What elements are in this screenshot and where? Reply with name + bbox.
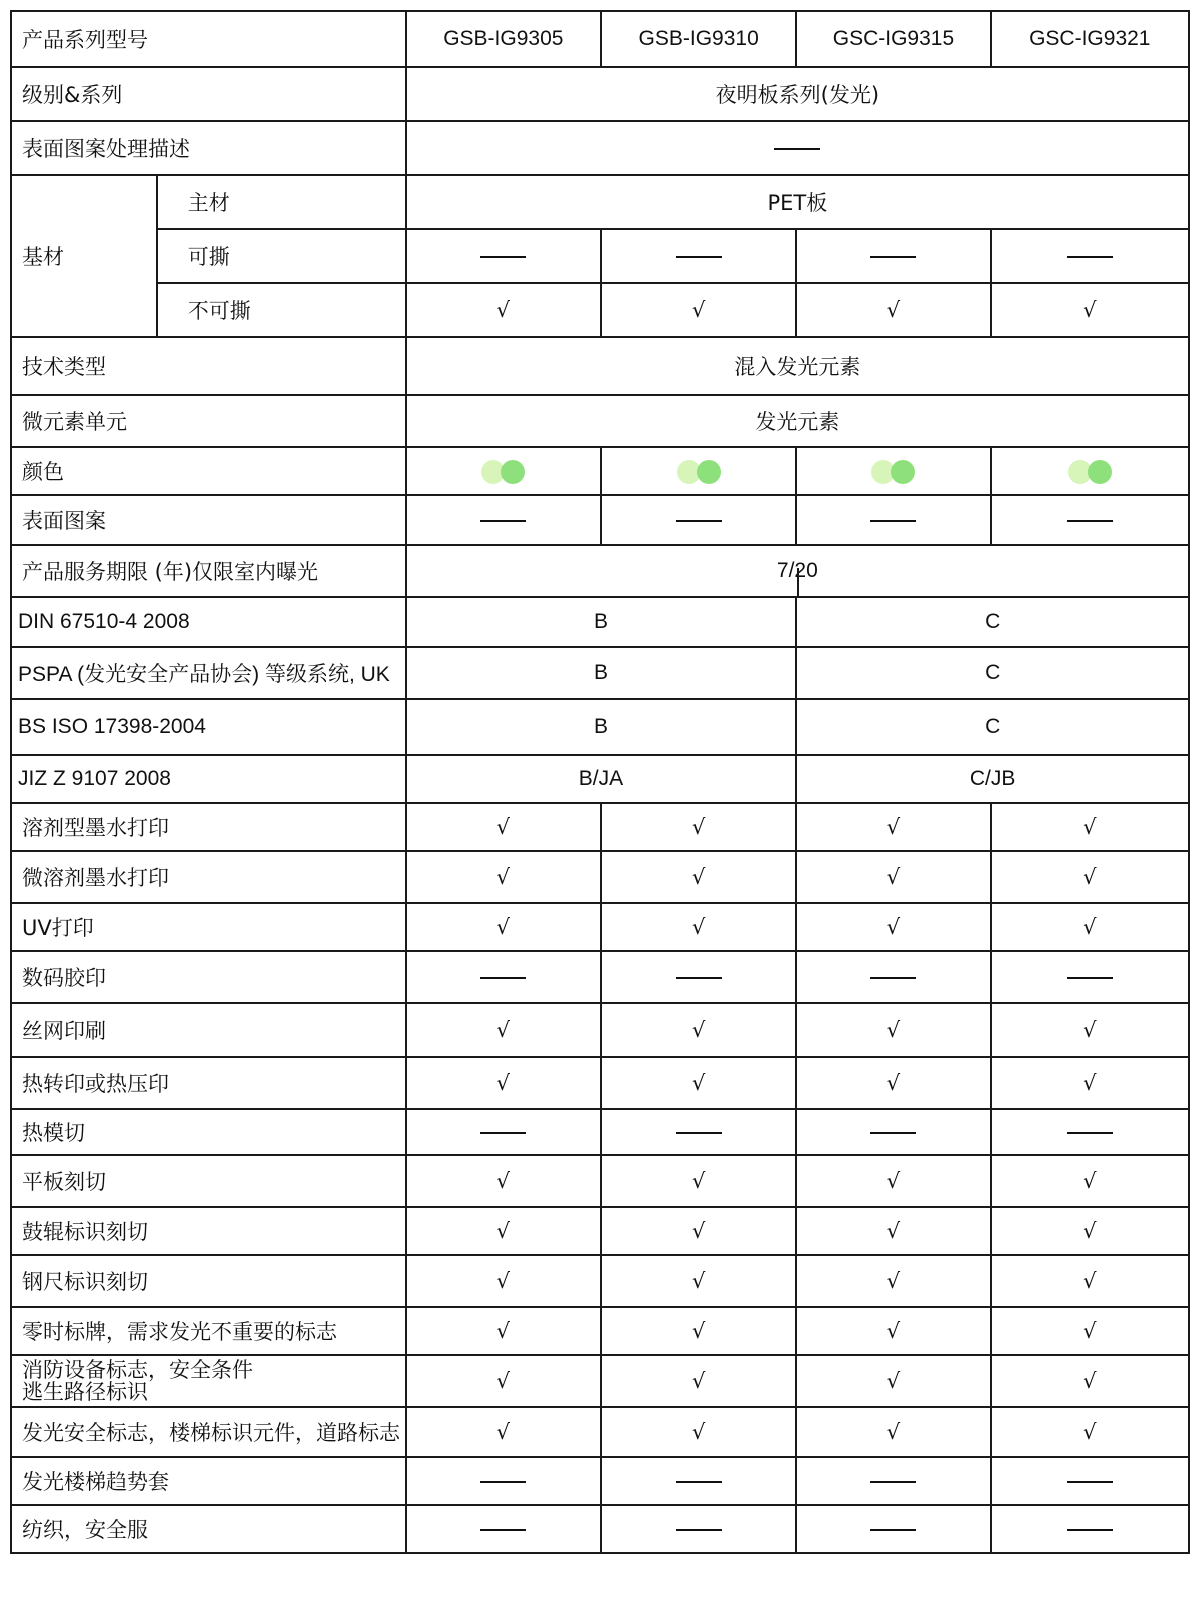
standard-label: PSPA (发光安全产品协会) 等级系统, UK xyxy=(11,647,406,699)
application-label: 溶剂型墨水打印 xyxy=(11,803,406,851)
dash-cell xyxy=(796,1457,990,1505)
standard-grade-b: B/JA xyxy=(406,755,797,803)
dash-cell xyxy=(406,495,601,545)
application-label: UV打印 xyxy=(11,903,406,951)
check-mark: √ xyxy=(991,1355,1189,1407)
sub-row-label: 不可撕 xyxy=(157,283,406,337)
row-label: 表面图案处理描述 xyxy=(11,121,406,175)
dash-mark xyxy=(676,256,722,258)
application-row xyxy=(11,1003,1189,1057)
dash-cell xyxy=(796,229,990,283)
check-mark: √ xyxy=(601,1003,796,1057)
dash-cell xyxy=(601,1457,796,1505)
substrate-main-row xyxy=(11,175,1189,229)
dash-mark xyxy=(870,520,916,522)
check-mark: √ xyxy=(406,903,601,951)
check-mark: √ xyxy=(406,803,601,851)
check-mark: √ xyxy=(796,1307,990,1355)
application-row xyxy=(11,851,1189,903)
check-mark: √ xyxy=(796,1355,990,1407)
standard-grade-b: B xyxy=(406,597,797,647)
row-label: 产品系列型号 xyxy=(11,11,406,67)
dash-cell xyxy=(406,951,601,1003)
row-label: 级别&系列 xyxy=(11,67,406,121)
check-mark: √ xyxy=(601,1057,796,1109)
check-mark: √ xyxy=(406,1207,601,1255)
dash-cell xyxy=(601,1505,796,1553)
check-mark: √ xyxy=(796,1407,990,1457)
check-mark: √ xyxy=(991,1255,1189,1307)
check-mark: √ xyxy=(406,1407,601,1457)
row-label: 技术类型 xyxy=(11,337,406,395)
sub-row-label: 主材 xyxy=(157,175,406,229)
check-mark: √ xyxy=(991,1307,1189,1355)
micro-unit-value: 发光元素 xyxy=(406,395,1189,447)
application-label: 数码胶印 xyxy=(11,951,406,1003)
application-row xyxy=(11,1307,1189,1355)
color-cell xyxy=(406,447,601,495)
row-label: 表面图案 xyxy=(11,495,406,545)
standard-grade-c: C xyxy=(796,699,1189,755)
color-swatch-green xyxy=(1088,460,1112,484)
check-mark: √ xyxy=(601,1355,796,1407)
dash-cell xyxy=(991,1457,1189,1505)
grade-value: 夜明板系列(发光) xyxy=(406,67,1189,121)
row-label: 微元素单元 xyxy=(11,395,406,447)
dash-mark xyxy=(870,977,916,979)
application-row xyxy=(11,1057,1189,1109)
dash-mark xyxy=(676,1529,722,1531)
check-mark: √ xyxy=(796,1057,990,1109)
dash-cell xyxy=(601,229,796,283)
standard-label: JIZ Z 9107 2008 xyxy=(11,755,406,803)
model-header: GSC-IG9315 xyxy=(796,11,990,67)
dash-mark xyxy=(676,520,722,522)
substrate-tearable-row xyxy=(11,229,1189,283)
standard-grade-c: C/JB xyxy=(796,755,1189,803)
column-divider xyxy=(797,568,799,597)
check-mark: √ xyxy=(991,1003,1189,1057)
application-label: 丝网印刷 xyxy=(11,1003,406,1057)
dash-cell xyxy=(406,229,601,283)
row-label: 颜色 xyxy=(11,447,406,495)
dash-cell xyxy=(991,495,1189,545)
tech-type-value: 混入发光元素 xyxy=(406,337,1189,395)
standard-grade-c: C xyxy=(796,597,1189,647)
dash-cell xyxy=(796,495,990,545)
check-mark: √ xyxy=(796,1255,990,1307)
header-row xyxy=(11,11,1189,67)
dash-mark xyxy=(774,148,820,150)
dash-mark xyxy=(480,256,526,258)
check-mark: √ xyxy=(406,1355,601,1407)
application-label: 零时标牌，需求发光不重要的标志 xyxy=(11,1307,406,1355)
color-swatch-green xyxy=(891,460,915,484)
grade-row xyxy=(11,67,1189,121)
model-header: GSB-IG9310 xyxy=(601,11,796,67)
check-mark: √ xyxy=(601,1255,796,1307)
dash-mark xyxy=(480,520,526,522)
dash-mark xyxy=(870,1481,916,1483)
application-label: 热转印或热压印 xyxy=(11,1057,406,1109)
check-mark: √ xyxy=(796,803,990,851)
service-life-value xyxy=(406,545,1189,597)
application-row xyxy=(11,803,1189,851)
application-row xyxy=(11,903,1189,951)
standard-label: DIN 67510-4 2008 xyxy=(11,597,406,647)
dash-mark xyxy=(480,1529,526,1531)
dash-cell xyxy=(796,1109,990,1155)
dash-cell xyxy=(601,951,796,1003)
standard-grade-b: B xyxy=(406,699,797,755)
dash-mark xyxy=(676,977,722,979)
application-label: 发光安全标志，楼梯标识元件，道路标志 xyxy=(11,1407,406,1457)
check-mark: √ xyxy=(796,1207,990,1255)
check-mark: √ xyxy=(406,1255,601,1307)
dash-mark xyxy=(1067,1481,1113,1483)
standard-label: BS ISO 17398-2004 xyxy=(11,699,406,755)
application-row xyxy=(11,1207,1189,1255)
check-mark: √ xyxy=(796,903,990,951)
application-label-line: 消防设备标志，安全条件 xyxy=(22,1358,253,1382)
application-row xyxy=(11,1355,1189,1407)
standard-row xyxy=(11,597,1189,647)
check-mark: √ xyxy=(991,903,1189,951)
check-mark: √ xyxy=(406,1307,601,1355)
dash-mark xyxy=(870,1529,916,1531)
color-cell xyxy=(796,447,990,495)
dash-mark xyxy=(1067,256,1113,258)
dash-cell xyxy=(601,1109,796,1155)
application-row xyxy=(11,1109,1189,1155)
check-mark: √ xyxy=(796,1003,990,1057)
application-label-line: 逃生路径标识 xyxy=(22,1380,148,1404)
substrate-non-tearable-row xyxy=(11,283,1189,337)
check-mark: √ xyxy=(991,1057,1189,1109)
dash-mark xyxy=(480,1132,526,1134)
check-mark: √ xyxy=(601,803,796,851)
dash-mark xyxy=(1067,977,1113,979)
product-spec-table xyxy=(10,10,1190,1554)
color-cell xyxy=(991,447,1189,495)
application-row xyxy=(11,1505,1189,1553)
standard-row xyxy=(11,699,1189,755)
micro-unit-row xyxy=(11,395,1189,447)
check-mark: √ xyxy=(991,1155,1189,1207)
standard-row xyxy=(11,755,1189,803)
dash-cell xyxy=(406,121,1189,175)
check-mark: √ xyxy=(796,851,990,903)
check-mark: √ xyxy=(796,1155,990,1207)
dash-mark xyxy=(676,1132,722,1134)
check-mark: √ xyxy=(991,1207,1189,1255)
color-swatch-green xyxy=(501,460,525,484)
dash-mark xyxy=(480,977,526,979)
check-mark: √ xyxy=(991,803,1189,851)
color-row xyxy=(11,447,1189,495)
dash-cell xyxy=(796,951,990,1003)
application-row xyxy=(11,951,1189,1003)
application-row xyxy=(11,1155,1189,1207)
sub-row-label: 可撕 xyxy=(157,229,406,283)
check-mark: √ xyxy=(601,283,796,337)
check-mark: √ xyxy=(406,1003,601,1057)
check-mark: √ xyxy=(601,1155,796,1207)
check-mark: √ xyxy=(991,1407,1189,1457)
dash-cell xyxy=(601,495,796,545)
standard-row xyxy=(11,647,1189,699)
dash-mark xyxy=(870,256,916,258)
check-mark: √ xyxy=(601,903,796,951)
surface-pattern-row xyxy=(11,495,1189,545)
dash-cell xyxy=(406,1109,601,1155)
check-mark: √ xyxy=(406,283,601,337)
check-mark: √ xyxy=(991,851,1189,903)
tech-type-row xyxy=(11,337,1189,395)
dash-cell xyxy=(406,1505,601,1553)
dash-mark xyxy=(480,1481,526,1483)
application-label: 纺织，安全服 xyxy=(11,1505,406,1553)
dash-mark xyxy=(1067,1529,1113,1531)
application-label: 鼓辊标识刻切 xyxy=(11,1207,406,1255)
dash-mark xyxy=(676,1481,722,1483)
check-mark: √ xyxy=(406,1057,601,1109)
check-mark: √ xyxy=(601,1307,796,1355)
application-label: 热模切 xyxy=(11,1109,406,1155)
dash-cell xyxy=(991,1109,1189,1155)
check-mark: √ xyxy=(601,1207,796,1255)
application-row xyxy=(11,1457,1189,1505)
model-header: GSC-IG9321 xyxy=(991,11,1189,67)
application-label xyxy=(11,1355,406,1407)
check-mark: √ xyxy=(601,851,796,903)
check-mark: √ xyxy=(601,1407,796,1457)
check-mark: √ xyxy=(406,1155,601,1207)
dash-cell xyxy=(406,1457,601,1505)
dash-cell xyxy=(991,229,1189,283)
row-label: 产品服务期限 (年)仅限室内曝光 xyxy=(11,545,406,597)
model-header: GSB-IG9305 xyxy=(406,11,601,67)
dash-mark xyxy=(1067,520,1113,522)
check-mark: √ xyxy=(991,283,1189,337)
substrate-main-value: PET板 xyxy=(406,175,1189,229)
dash-cell xyxy=(991,1505,1189,1553)
application-label: 发光楼梯趋势套 xyxy=(11,1457,406,1505)
check-mark: √ xyxy=(406,851,601,903)
check-mark: √ xyxy=(796,283,990,337)
row-label: 基材 xyxy=(11,175,157,337)
dash-mark xyxy=(1067,1132,1113,1134)
surface-treatment-row xyxy=(11,121,1189,175)
application-label: 钢尺标识刻切 xyxy=(11,1255,406,1307)
application-label: 微溶剂墨水打印 xyxy=(11,851,406,903)
service-life-text: 7/20 xyxy=(776,559,818,582)
application-row xyxy=(11,1407,1189,1457)
color-swatch-green xyxy=(697,460,721,484)
service-life-row xyxy=(11,545,1189,597)
application-label: 平板刻切 xyxy=(11,1155,406,1207)
dash-cell xyxy=(991,951,1189,1003)
dash-cell xyxy=(796,1505,990,1553)
standard-grade-c: C xyxy=(796,647,1189,699)
standard-grade-b: B xyxy=(406,647,797,699)
color-cell xyxy=(601,447,796,495)
application-row xyxy=(11,1255,1189,1307)
dash-mark xyxy=(870,1132,916,1134)
